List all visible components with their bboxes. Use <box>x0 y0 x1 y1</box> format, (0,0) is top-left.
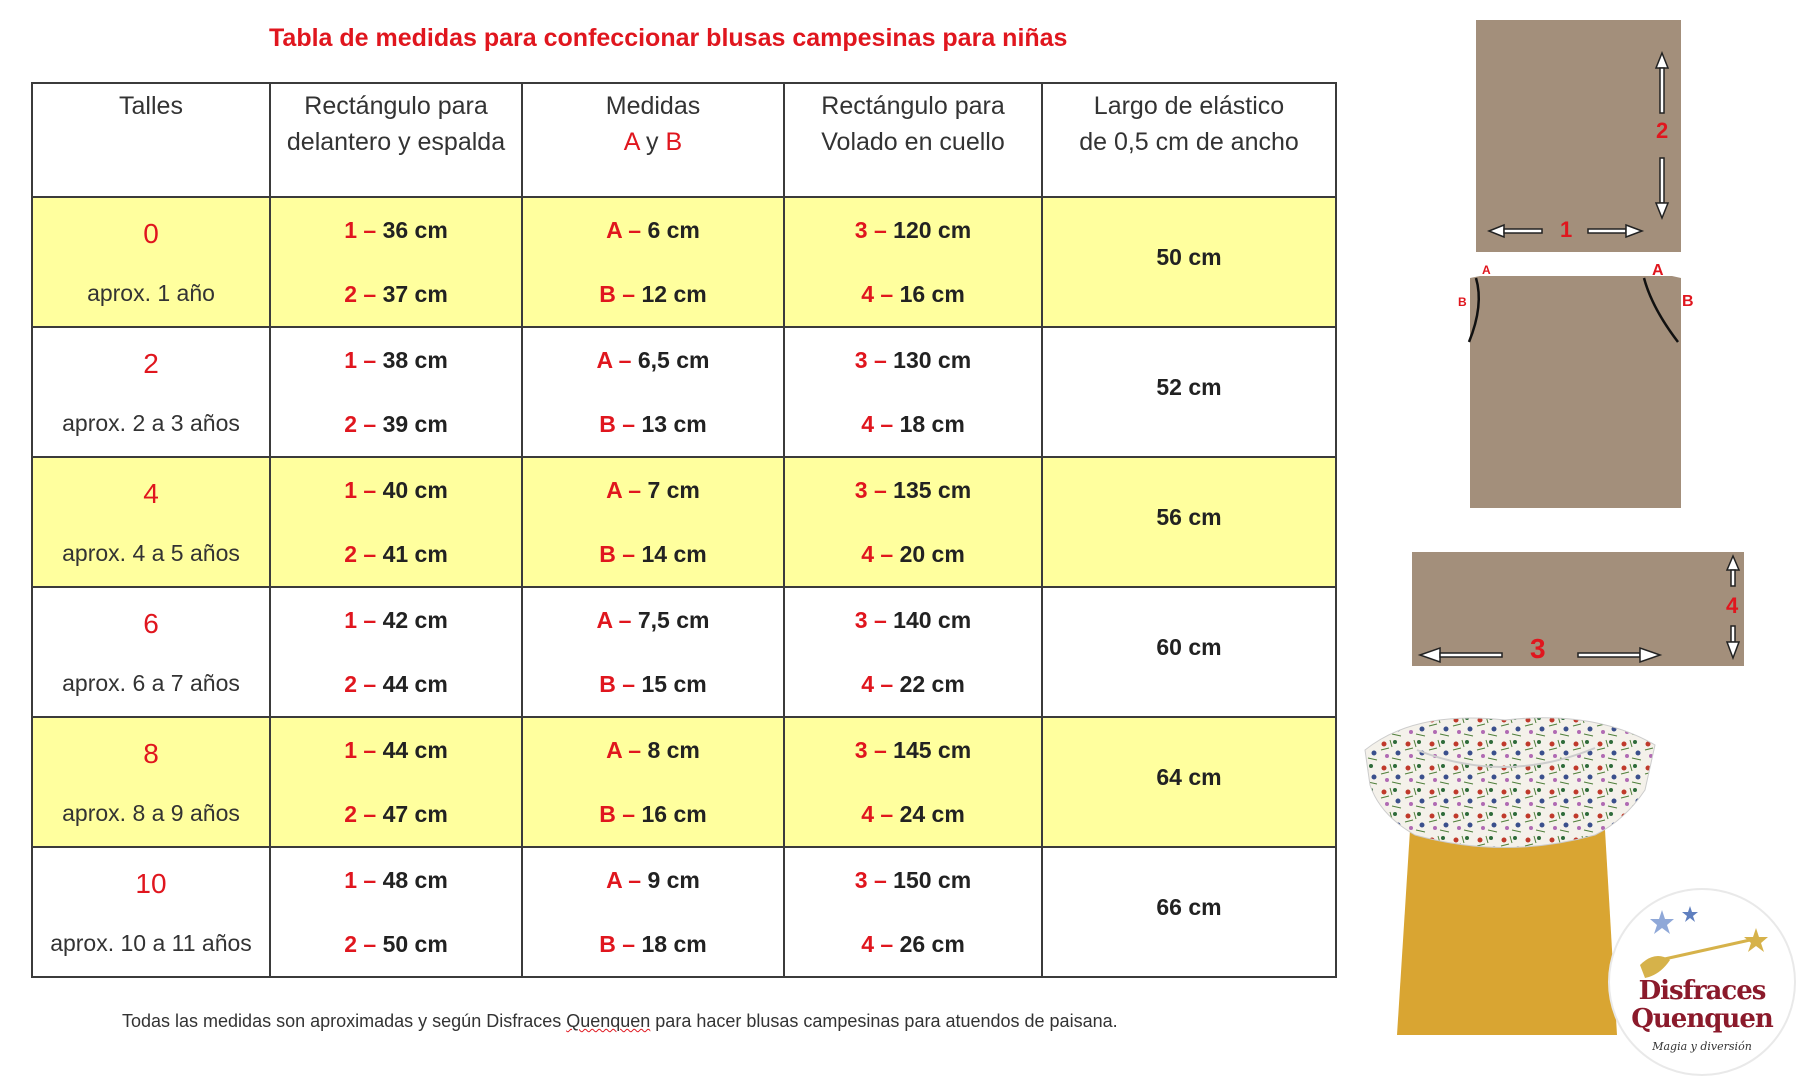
rect-line-1 <box>271 347 521 374</box>
rect-label-2: 2 <box>344 540 357 567</box>
rect-label-2: 2 <box>344 410 357 437</box>
rect-value-1: 48 cm <box>382 866 448 893</box>
cell-rectangulo <box>270 587 522 717</box>
talle-age: aprox. 8 a 9 años <box>62 799 240 826</box>
cell-rectangulo <box>270 457 522 587</box>
medida-line-1 <box>523 347 783 374</box>
rect-label-2: 2 <box>344 800 357 827</box>
volado-label-1: 3 <box>854 866 868 893</box>
cell-medidas <box>522 717 784 847</box>
volado-separator: – <box>880 410 894 437</box>
rect-line-1 <box>271 477 521 504</box>
volado-value-2: 22 cm <box>899 670 965 697</box>
volado-line-1 <box>785 737 1041 764</box>
header-talles-text: Talles <box>119 92 183 120</box>
medida-line-2 <box>523 671 783 698</box>
medida-value-2: 12 cm <box>641 280 707 307</box>
rect-line-2 <box>271 931 521 958</box>
header-medidas-b: B <box>665 128 683 156</box>
rect-line-1 <box>271 217 521 244</box>
cell-talle <box>32 847 270 977</box>
volado-label-2: 4 <box>861 280 874 307</box>
size-table <box>31 82 1337 978</box>
volado-separator: – <box>880 540 894 567</box>
rect-separator: – <box>363 866 377 893</box>
rect-line-1 <box>271 867 521 894</box>
brand-logo <box>1608 888 1796 1076</box>
rect-label-2: 2 <box>344 280 357 307</box>
rect-value-1: 38 cm <box>382 346 448 373</box>
volado-line-2 <box>785 671 1041 698</box>
elastic-length: 60 cm <box>1156 633 1222 660</box>
talle-age: aprox. 1 año <box>87 279 215 306</box>
star-icon <box>1650 910 1674 934</box>
talle-number: 4 <box>143 477 159 509</box>
medida-line-2 <box>523 801 783 828</box>
medida-label-2: B <box>599 930 616 957</box>
header-volado-line2: Volado en cuello <box>821 128 1005 156</box>
medida-label-2: B <box>599 800 616 827</box>
medida-value-1: 6,5 cm <box>637 346 710 373</box>
cell-rectangulo <box>270 847 522 977</box>
rect-label-2: 2 <box>344 670 357 697</box>
volado-line-1 <box>785 217 1041 244</box>
medida-value-1: 8 cm <box>647 736 700 763</box>
rect-separator: – <box>363 736 377 763</box>
medida-label-1: A <box>596 606 613 633</box>
medida-separator: – <box>622 670 636 697</box>
cell-volado <box>784 457 1042 587</box>
medida-value-2: 16 cm <box>641 800 707 827</box>
medida-line-1 <box>523 477 783 504</box>
cell-elastico <box>1042 717 1336 847</box>
rect-line-2 <box>271 411 521 438</box>
label-a-right: A <box>1652 262 1664 279</box>
elastic-length: 64 cm <box>1156 763 1222 790</box>
medida-separator: – <box>622 540 636 567</box>
rect-separator: – <box>363 606 377 633</box>
medida-label-2: B <box>599 540 616 567</box>
medida-label-2: B <box>599 670 616 697</box>
volado-line-1 <box>785 347 1041 374</box>
header-elastico <box>1042 83 1336 197</box>
medida-value-2: 15 cm <box>641 670 707 697</box>
label-4: 4 <box>1726 593 1739 618</box>
rect-line-1 <box>271 737 521 764</box>
elastic-length: 50 cm <box>1156 243 1222 270</box>
rect-value-1: 42 cm <box>382 606 448 633</box>
volado-separator: – <box>873 736 887 763</box>
pattern-front-diagram <box>1440 260 1712 510</box>
cell-rectangulo <box>270 717 522 847</box>
cell-talle <box>32 197 270 327</box>
logo-line1: Disfraces <box>1638 976 1766 1006</box>
footnote-before: Todas las medidas son aproximadas y según Disfraces <box>122 1011 567 1031</box>
medida-value-1: 7,5 cm <box>637 606 710 633</box>
medida-separator: – <box>618 346 632 373</box>
label-b-right: B <box>1682 293 1694 310</box>
medida-separator: – <box>622 930 636 957</box>
volado-value-2: 20 cm <box>899 540 965 567</box>
cell-medidas <box>522 457 784 587</box>
volado-label-1: 3 <box>854 216 868 243</box>
volado-value-1: 150 cm <box>893 866 972 893</box>
rect-separator: – <box>363 476 377 503</box>
header-volado-line1: Rectángulo para <box>821 92 1005 120</box>
rect-line-1 <box>271 607 521 634</box>
talle-number: 8 <box>143 737 159 769</box>
label-2: 2 <box>1656 118 1669 143</box>
volado-separator: – <box>873 606 887 633</box>
rect-label-1: 1 <box>344 736 357 763</box>
star-icon <box>1682 906 1698 922</box>
cell-volado <box>784 587 1042 717</box>
volado-label-1: 3 <box>854 476 868 503</box>
header-volado <box>784 83 1042 197</box>
medida-value-2: 13 cm <box>641 410 707 437</box>
volado-label-2: 4 <box>861 800 874 827</box>
medida-line-2 <box>523 411 783 438</box>
medida-separator: – <box>628 736 642 763</box>
page-title: Tabla de medidas para confeccionar blusas campesinas para niñas <box>269 24 1068 52</box>
volado-separator: – <box>873 216 887 243</box>
volado-line-1 <box>785 477 1041 504</box>
label-1: 1 <box>1560 217 1573 242</box>
rect-separator: – <box>363 346 377 373</box>
pattern-front-fabric <box>1470 276 1681 508</box>
table-header-row <box>32 83 1336 197</box>
rect-value-1: 40 cm <box>382 476 448 503</box>
table-row <box>32 197 1336 327</box>
cell-elastico <box>1042 197 1336 327</box>
cell-volado <box>784 197 1042 327</box>
medida-value-2: 18 cm <box>641 930 707 957</box>
medida-line-1 <box>523 217 783 244</box>
volado-label-1: 3 <box>854 346 868 373</box>
header-elastico-line1: Largo de elástico <box>1093 92 1285 120</box>
talle-age: aprox. 4 a 5 años <box>62 539 240 566</box>
volado-label-2: 4 <box>861 540 874 567</box>
pattern-ruffle-fabric <box>1412 552 1744 666</box>
label-3: 3 <box>1530 633 1546 664</box>
cell-talle <box>32 327 270 457</box>
cell-medidas <box>522 587 784 717</box>
medida-value-2: 14 cm <box>641 540 707 567</box>
volado-separator: – <box>880 930 894 957</box>
volado-label-2: 4 <box>861 930 874 957</box>
cell-talle <box>32 587 270 717</box>
elastic-length: 56 cm <box>1156 503 1222 530</box>
rect-separator: – <box>363 280 377 307</box>
header-talles <box>32 83 270 197</box>
volado-line-2 <box>785 931 1041 958</box>
rect-line-2 <box>271 541 521 568</box>
blouse-ruffle <box>1365 718 1655 848</box>
cell-elastico <box>1042 457 1336 587</box>
talle-age: aprox. 6 a 7 años <box>62 669 240 696</box>
label-b-left: B <box>1458 295 1467 309</box>
rect-line-2 <box>271 671 521 698</box>
medida-separator: – <box>622 800 636 827</box>
volado-separator: – <box>873 346 887 373</box>
cell-medidas <box>522 847 784 977</box>
header-medidas-y: y <box>646 128 659 156</box>
pattern-ruffle-diagram <box>1410 550 1746 668</box>
rect-line-2 <box>271 281 521 308</box>
cell-elastico <box>1042 587 1336 717</box>
cell-medidas <box>522 197 784 327</box>
elastic-length: 52 cm <box>1156 373 1222 400</box>
rect-label-1: 1 <box>344 606 357 633</box>
volado-separator: – <box>873 866 887 893</box>
table-body <box>32 197 1336 977</box>
rect-value-2: 37 cm <box>382 280 448 307</box>
medida-separator: – <box>628 216 642 243</box>
rect-value-1: 36 cm <box>382 216 448 243</box>
medida-label-1: A <box>606 216 622 243</box>
header-medidas-a: A <box>623 128 640 156</box>
volado-separator: – <box>873 476 887 503</box>
volado-line-2 <box>785 281 1041 308</box>
cell-volado <box>784 717 1042 847</box>
talle-number: 6 <box>143 607 159 639</box>
medida-value-1: 6 cm <box>647 216 700 243</box>
logo-line2: Quenquen <box>1631 1004 1773 1034</box>
rect-label-2: 2 <box>344 930 357 957</box>
table-row <box>32 457 1336 587</box>
talle-age: aprox. 2 a 3 años <box>62 409 240 436</box>
talle-number: 10 <box>135 867 167 899</box>
rect-separator: – <box>363 800 377 827</box>
footnote-after: para hacer blusas campesinas para atuendos de paisana. <box>650 1011 1118 1031</box>
volado-line-2 <box>785 801 1041 828</box>
medida-separator: – <box>618 606 632 633</box>
cell-talle <box>32 717 270 847</box>
volado-value-1: 140 cm <box>893 606 972 633</box>
volado-label-2: 4 <box>861 410 874 437</box>
rect-separator: – <box>363 216 377 243</box>
cell-volado <box>784 327 1042 457</box>
medida-label-1: A <box>606 476 622 503</box>
volado-separator: – <box>880 280 894 307</box>
volado-line-1 <box>785 867 1041 894</box>
table-row <box>32 847 1336 977</box>
rect-value-1: 44 cm <box>382 736 448 763</box>
header-elastico-line2: de 0,5 cm de ancho <box>1079 128 1299 156</box>
volado-value-2: 24 cm <box>899 800 965 827</box>
volado-line-2 <box>785 541 1041 568</box>
footnote-brand: Quenquen <box>566 1011 651 1031</box>
medida-value-1: 7 cm <box>647 476 700 503</box>
table-row <box>32 327 1336 457</box>
header-rectangulo <box>270 83 522 197</box>
hand-icon <box>1640 956 1670 978</box>
medida-separator: – <box>628 476 642 503</box>
volado-separator: – <box>880 800 894 827</box>
rect-line-2 <box>271 801 521 828</box>
header-medidas <box>522 83 784 197</box>
table-row <box>32 587 1336 717</box>
rect-separator: – <box>363 410 377 437</box>
rect-value-2: 41 cm <box>382 540 448 567</box>
medida-line-2 <box>523 541 783 568</box>
pattern-square-diagram <box>1474 18 1686 254</box>
medida-line-2 <box>523 931 783 958</box>
medida-label-1: A <box>606 866 622 893</box>
rect-separator: – <box>363 670 377 697</box>
table-row <box>32 717 1336 847</box>
cell-elastico <box>1042 327 1336 457</box>
rect-label-1: 1 <box>344 866 357 893</box>
medida-line-1 <box>523 737 783 764</box>
cell-volado <box>784 847 1042 977</box>
medida-separator: – <box>622 410 636 437</box>
header-rect-line2: delantero y espalda <box>286 128 506 156</box>
magic-wand-icon <box>1660 940 1750 960</box>
medida-separator: – <box>628 866 642 893</box>
rect-label-1: 1 <box>344 346 357 373</box>
volado-value-1: 135 cm <box>893 476 972 503</box>
volado-separator: – <box>880 670 894 697</box>
volado-line-1 <box>785 607 1041 634</box>
medida-label-2: B <box>599 280 616 307</box>
cell-rectangulo <box>270 327 522 457</box>
medida-separator: – <box>622 280 636 307</box>
medida-line-2 <box>523 281 783 308</box>
rect-value-2: 47 cm <box>382 800 448 827</box>
talle-number: 0 <box>143 217 159 249</box>
blouse-body <box>1397 830 1617 1035</box>
cell-rectangulo <box>270 197 522 327</box>
volado-value-1: 145 cm <box>893 736 972 763</box>
volado-label-1: 3 <box>854 606 868 633</box>
talle-age: aprox. 10 a 11 años <box>50 929 252 956</box>
volado-value-1: 130 cm <box>893 346 972 373</box>
volado-value-2: 26 cm <box>899 930 965 957</box>
cell-elastico <box>1042 847 1336 977</box>
medida-line-1 <box>523 867 783 894</box>
rect-separator: – <box>363 540 377 567</box>
rect-value-2: 39 cm <box>382 410 448 437</box>
logo-tagline: Magia y diversión <box>1652 1040 1752 1053</box>
volado-label-2: 4 <box>861 670 874 697</box>
rect-separator: – <box>363 930 377 957</box>
rect-value-2: 44 cm <box>382 670 448 697</box>
rect-label-1: 1 <box>344 476 357 503</box>
rect-label-1: 1 <box>344 216 357 243</box>
volado-label-1: 3 <box>854 736 868 763</box>
medida-value-1: 9 cm <box>647 866 700 893</box>
footnote <box>122 1011 1118 1032</box>
medida-line-1 <box>523 607 783 634</box>
header-medidas-line1: Medidas <box>605 92 701 120</box>
talle-number: 2 <box>143 347 159 379</box>
medida-label-2: B <box>599 410 616 437</box>
volado-value-2: 16 cm <box>899 280 965 307</box>
elastic-length: 66 cm <box>1156 893 1222 920</box>
cell-medidas <box>522 327 784 457</box>
volado-line-2 <box>785 411 1041 438</box>
cell-talle <box>32 457 270 587</box>
header-rect-line1: Rectángulo para <box>304 92 488 120</box>
pattern-square-fabric <box>1476 20 1681 252</box>
volado-value-1: 120 cm <box>893 216 972 243</box>
medida-label-1: A <box>606 736 622 763</box>
medida-label-1: A <box>596 346 613 373</box>
label-a-left: A <box>1482 263 1491 277</box>
volado-value-2: 18 cm <box>899 410 965 437</box>
rect-value-2: 50 cm <box>382 930 448 957</box>
